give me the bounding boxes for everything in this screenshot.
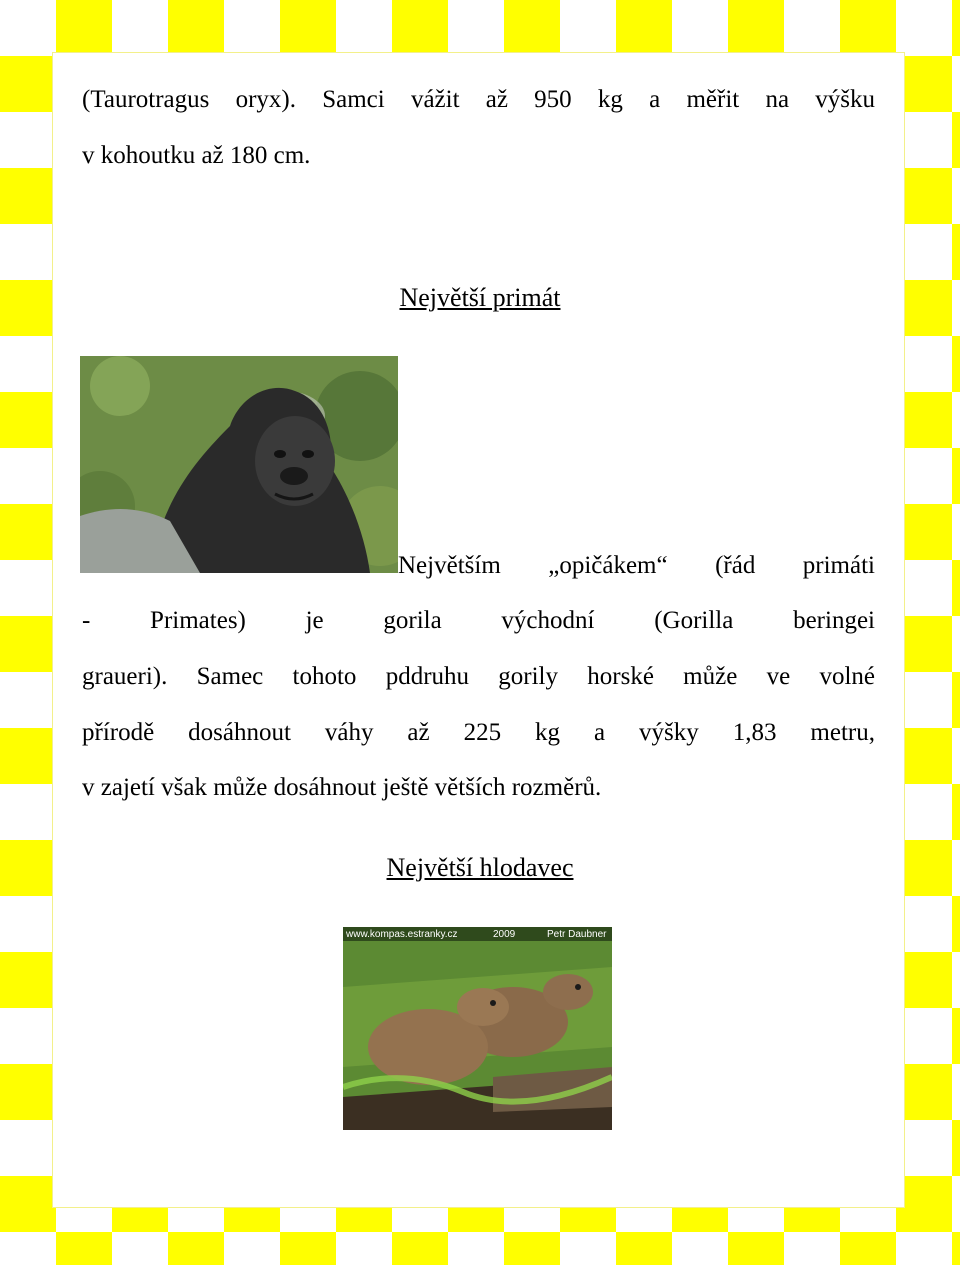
intro-line-2: v kohoutku až 180 cm. — [82, 142, 311, 169]
primate-para-line-2: - Primates) je gorila východní (Gorilla beringei — [82, 607, 875, 634]
watermark-year: 2009 — [493, 929, 516, 940]
primate-para-line-4: přírodě dosáhnout váhy až 225 kg a výšky 1,83 metru, — [82, 719, 875, 746]
primate-heading: Největší primát — [399, 283, 561, 312]
watermark-site: www.kompas.estranky.cz — [346, 929, 458, 940]
intro-line-1: (Taurotragus oryx). Samci vážit až 950 kg a měřit na výšku — [82, 86, 875, 113]
capybara-illustration — [343, 927, 612, 1130]
gorilla-illustration — [80, 356, 398, 573]
gorilla-photo — [80, 356, 398, 573]
primate-para-line-1-text: Největším „opičákem“ (řád primáti — [398, 552, 875, 579]
watermark-author: Petr Daubner — [547, 929, 607, 940]
primate-para-line-5: v zajetí však může dosáhnout ještě větších rozměrů. — [82, 774, 602, 801]
primate-para-line-3: graueri). Samec tohoto pddruhu gorily horské může ve volné — [82, 663, 875, 690]
rodent-heading: Největší hlodavec — [386, 853, 574, 882]
primate-para-line-1 — [398, 552, 875, 580]
capybara-photo — [343, 927, 612, 1130]
